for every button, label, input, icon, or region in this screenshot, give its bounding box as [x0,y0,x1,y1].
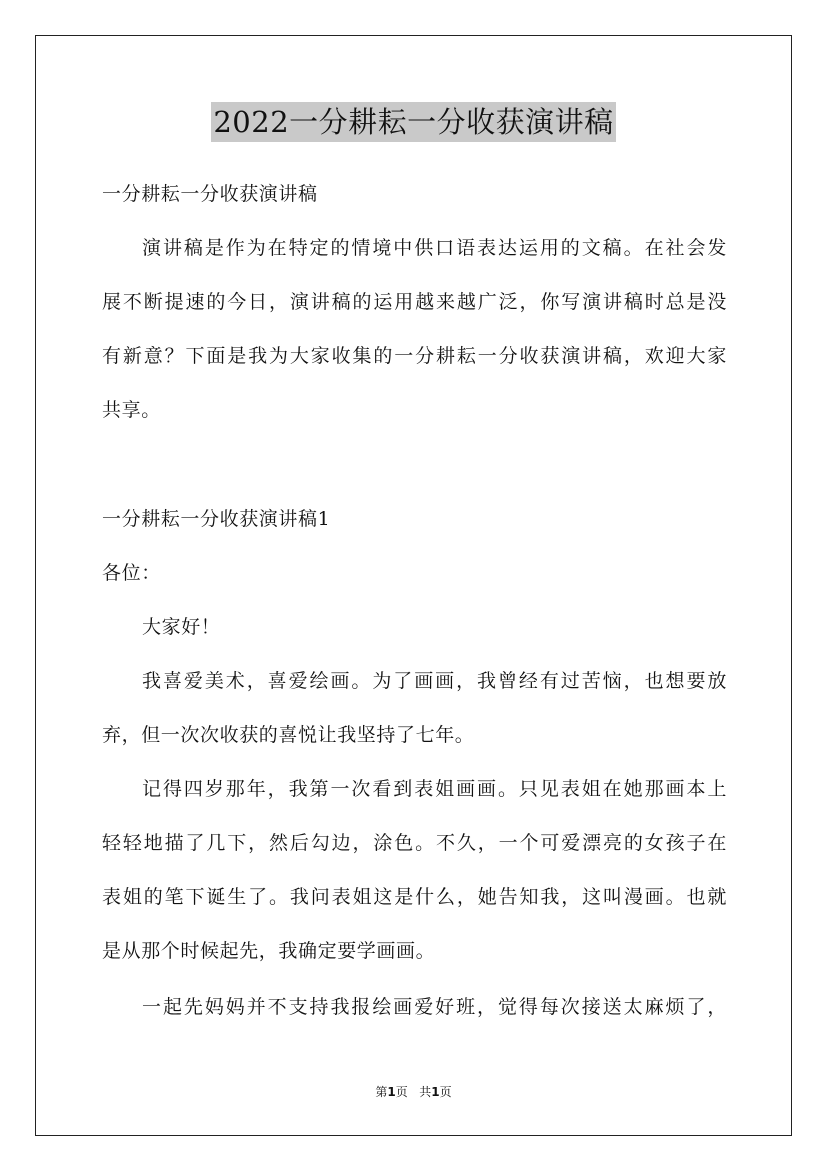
intro-line-4: 共享。 [102,399,161,421]
para2-line-3: 表姐的笔下诞生了。我问表姐这是什么，她告知我，这叫漫画。也就 [102,886,727,908]
para3-line-1: 一起先妈妈并不支持我报绘画爱好班，觉得每次接送太麻烦了， [142,996,727,1018]
document-subtitle: 一分耕耘一分收获演讲稿 [102,183,318,205]
footer-mid: 页 共 [395,1085,432,1099]
document-title: 2022一分耕耘一分收获演讲稿 [211,102,615,142]
page-footer [0,1084,827,1100]
intro-line-3: 有新意？下面是我为大家收集的一分耕耘一分收获演讲稿，欢迎大家 [102,345,727,367]
footer-suffix: 页 [439,1085,452,1099]
greeting: 大家好！ [142,616,221,638]
para2-line-2: 轻轻地描了几下，然后勾边，涂色。不久，一个可爱漂亮的女孩子在 [102,832,727,854]
para1-line-2: 弃，但一次次收获的喜悦让我坚持了七年。 [102,724,475,746]
salutation: 各位： [102,562,161,584]
intro-line-2: 展不断提速的今日，演讲稿的运用越来越广泛，你写演讲稿时总是没 [102,291,727,313]
para2-line-1: 记得四岁那年，我第一次看到表姐画画。只见表姐在她那画本上 [142,778,727,800]
para2-line-4: 是从那个时候起先，我确定要学画画。 [102,940,436,962]
para1-line-1: 我喜爱美术，喜爱绘画。为了画画，我曾经有过苦恼，也想要放 [142,670,727,692]
footer-prefix: 第 [375,1085,388,1099]
section-heading: 一分耕耘一分收获演讲稿1 [102,508,331,530]
footer-page-current: 1 [387,1085,396,1099]
intro-line-1: 演讲稿是作为在特定的情境中供口语表达运用的文稿。在社会发 [142,237,727,259]
footer-page-total: 1 [431,1085,440,1099]
title-wrap [0,102,827,142]
